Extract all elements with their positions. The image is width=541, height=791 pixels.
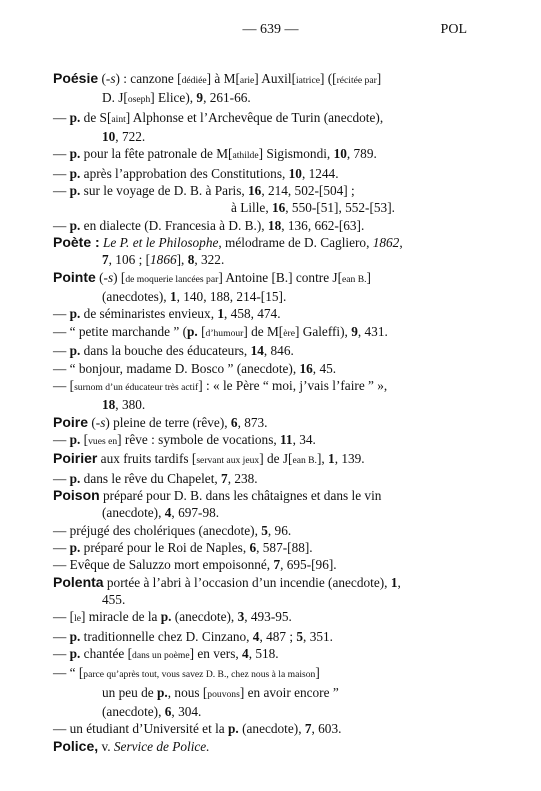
entry-text: 5 — [261, 522, 268, 538]
entry-text: 11 — [280, 431, 293, 447]
entry-text: 7 — [273, 557, 281, 573]
entry-text: 1 — [169, 289, 177, 305]
entry-text: 4 — [242, 646, 249, 661]
entry-text: ], — [176, 252, 188, 268]
entry-text: (anecdote), — [171, 609, 238, 625]
entry-line — [53, 628, 481, 645]
entry-text: chantée [ — [80, 646, 133, 661]
entry-text: — [ — [53, 609, 75, 625]
entry-text: , 106 ; [ — [108, 252, 151, 268]
entry-text: Service de Police. — [113, 738, 210, 754]
entry-text: , 139. — [334, 451, 365, 467]
entry-text: dédiée — [181, 75, 207, 86]
entry-text: en dialecte (D. Francesia à D. B.), — [80, 217, 268, 233]
entry-line — [53, 251, 481, 268]
entry-text: ] — [315, 665, 320, 681]
entry-text: — — [53, 343, 70, 359]
entry-text: , 603. — [311, 721, 342, 737]
entry-text: p. — [69, 431, 81, 447]
entry-text: ean B. — [292, 455, 317, 467]
entry-text: , 1244. — [301, 165, 339, 181]
entry-line — [53, 664, 481, 683]
entry-text: , 431. — [357, 323, 388, 339]
entry-text: 6 — [164, 704, 172, 720]
entry-text: , 789. — [346, 146, 377, 162]
entry-text: 8 — [187, 252, 195, 268]
entry-text: — — [53, 146, 70, 162]
entry-text: p. — [69, 165, 81, 181]
entry-text: ] en vers, — [189, 646, 243, 661]
entry-text: — — [53, 183, 70, 199]
entry-text: Le P. et le Philosophe — [103, 235, 219, 251]
entry-text: , 351. — [303, 628, 333, 644]
entry-line — [53, 89, 481, 108]
entry-text: athilde — [232, 150, 259, 162]
entry-text: 7 — [102, 252, 109, 268]
entry-line — [53, 234, 481, 251]
entry-text: s — [110, 71, 116, 86]
entry-text: — — [53, 431, 70, 447]
entry-text: servant aux jeux — [196, 455, 260, 467]
entry-text: 5 — [296, 628, 304, 644]
entry-text: ] — [376, 71, 382, 86]
entry-text: — — [53, 165, 70, 181]
entry-text: 3 — [237, 609, 245, 625]
entry-text: à Lille, — [231, 200, 272, 216]
entry-line — [53, 720, 481, 737]
entry-text: (- — [88, 414, 101, 430]
entry-text: surnom d’un éducateur très actif — [74, 381, 199, 393]
entry-line — [53, 539, 481, 556]
entry-text: ] à M[ — [206, 71, 240, 86]
entry-line — [53, 360, 481, 377]
entry-text: p. — [160, 609, 172, 625]
entry-text: ] Elice), — [150, 90, 197, 106]
entry-text: le — [74, 613, 81, 625]
entry-text: , 304. — [171, 704, 202, 720]
headword: Poésie — [53, 70, 99, 86]
entry-text: aint — [111, 113, 126, 125]
entry-line — [53, 591, 481, 608]
entry-text: (- — [98, 71, 111, 86]
entry-text: oseph — [127, 94, 151, 106]
entry-line — [53, 323, 481, 342]
entry-text: parce qu’après tout, vous savez D. B., chez nous à la maison — [83, 669, 316, 681]
entry-text: 7 — [304, 721, 312, 737]
entry-text: ] — [366, 269, 371, 285]
entry-line — [53, 431, 481, 450]
entry-text: (- — [95, 269, 108, 285]
entry-text: s — [100, 414, 106, 430]
entry-text: , — [399, 235, 403, 251]
entry-line — [53, 182, 481, 199]
entry-line — [53, 377, 481, 396]
entry-line — [53, 703, 481, 720]
entry-text: p. — [69, 470, 81, 486]
entry-text: d’humour — [205, 327, 244, 339]
entry-text: , mélodrame de D. Cagliero, — [218, 235, 373, 251]
entry-text: de séminaristes envieux, — [80, 306, 218, 322]
headword: Poire — [53, 413, 89, 430]
entry-text: 6 — [249, 539, 257, 555]
entry-text: 10 — [288, 165, 302, 181]
entry-text: vues en — [88, 435, 118, 447]
entry-text: un peu de — [102, 684, 158, 700]
entry-text: ] Alphonse et l’Archevêque de Turin (anecdote), — [125, 109, 384, 125]
entry-text: dans le rêve du Chapelet, — [80, 470, 222, 486]
running-head: POL — [440, 22, 467, 37]
entry-text: , 380. — [115, 397, 146, 413]
entry-text: p. — [157, 684, 168, 700]
entry-text: — — [53, 470, 70, 486]
entry-text: [ — [197, 323, 206, 339]
headword: Poison — [53, 486, 100, 503]
entry-text: ] Sigismondi, — [258, 146, 334, 162]
entry-text: 7 — [221, 470, 228, 486]
entry-line — [53, 269, 481, 288]
headword: Poirier — [53, 450, 98, 467]
entry-line — [53, 645, 481, 664]
entry-text: , 261-66. — [203, 90, 251, 106]
entry-text: 455. — [102, 591, 126, 607]
entry-line — [53, 128, 481, 145]
headword: Poète : — [53, 234, 100, 251]
entry-text: — préjugé des cholériques (anecdote), — [53, 522, 262, 538]
entry-line — [53, 145, 481, 164]
entry-line — [53, 504, 481, 521]
entry-text: dans la bouche des éducateurs, — [80, 343, 251, 359]
entry-text: ] en avoir encore ” — [239, 684, 339, 700]
entry-text: ] Galeffi), — [294, 323, 352, 339]
entry-text: p. — [69, 628, 81, 644]
entry-text: ] de M[ — [243, 323, 284, 339]
entry-text: p. — [69, 183, 81, 199]
entry-text: 16 — [271, 200, 286, 216]
entry-text: v. — [98, 738, 114, 754]
entry-text: , 140, 188, 214-[15]. — [176, 289, 287, 305]
entry-text: de S[ — [80, 109, 112, 125]
entry-text: , 214, 502-[504] ; — [261, 183, 355, 199]
entry-text: ] Auxil[ — [254, 71, 296, 86]
entry-text: — [ — [53, 377, 75, 393]
entry-text: , 722. — [115, 129, 146, 145]
entry-text: 1862 — [372, 235, 400, 251]
entry-line — [53, 738, 481, 755]
entry-text: 9 — [196, 90, 204, 106]
headword: Police, — [53, 737, 99, 754]
entry-text: ], — [316, 451, 329, 467]
entry-text: ] miracle de la — [81, 609, 161, 625]
entry-line — [53, 608, 481, 627]
entry-text: , 322. — [194, 252, 225, 268]
entry-text: , 458, 474. — [224, 306, 281, 322]
entry-line — [53, 556, 481, 573]
entry-text: 1 — [217, 306, 225, 322]
headword: Pointe — [53, 268, 96, 285]
entry-line — [53, 342, 481, 359]
entry-text: — un étudiant d’Université et la — [53, 721, 229, 737]
page-number: — 639 — — [242, 22, 299, 37]
entry-text: portée à l’abri à l’occasion d’un incendie (anecdote), — [103, 574, 391, 590]
entry-text: , 136, 662-[63]. — [281, 217, 365, 233]
entry-text: après l’approbation des Constitutions, — [80, 165, 289, 181]
entry-text: — — [53, 539, 70, 555]
index-entries — [53, 70, 481, 755]
entry-text: 16 — [299, 360, 313, 376]
entry-text: 4 — [164, 505, 172, 521]
entry-text: (anecdote), — [102, 505, 165, 521]
entry-text: ] : « le Père “ moi, j’vais l’faire ” », — [198, 377, 388, 393]
entry-text: traditionnelle chez D. Cinzano, — [80, 628, 253, 644]
entry-text: ] Antoine [B.] contre J[ — [218, 269, 343, 285]
entry-text: — — [53, 628, 70, 644]
entry-text: ean B. — [342, 273, 367, 285]
entry-text: iatrice — [296, 75, 320, 86]
entry-text: — — [53, 109, 70, 125]
entry-line — [53, 470, 481, 487]
entry-text: (anecdotes), — [102, 289, 170, 305]
entry-text: 1 — [328, 451, 335, 467]
entry-text: sur le voyage de D. B. à Paris, — [80, 183, 249, 199]
entry-text: ) : canzone [ — [115, 71, 182, 86]
entry-line — [53, 574, 481, 591]
entry-text: 1866 — [150, 252, 177, 268]
entry-line — [53, 109, 481, 128]
entry-text: 4 — [252, 628, 260, 644]
entry-text: p. — [228, 721, 239, 737]
entry-text: ] de J[ — [259, 451, 293, 467]
entry-text: p. — [69, 343, 81, 359]
entry-text: , 487 ; — [259, 628, 297, 644]
entry-text: p. — [187, 323, 198, 339]
entry-text: , 96. — [267, 522, 292, 538]
entry-text: 10 — [102, 129, 116, 145]
entry-text: p. — [69, 539, 81, 555]
entry-text: , 518. — [248, 646, 279, 661]
entry-text: ) pleine de terre (rêve), — [105, 414, 231, 430]
entry-text: p. — [69, 146, 81, 162]
entry-text: 10 — [333, 146, 347, 162]
entry-text: 1 — [390, 574, 398, 590]
entry-text: , 45. — [312, 360, 337, 376]
entry-text: arie — [239, 75, 255, 86]
entry-text: — — [53, 646, 70, 661]
entry-text: 6 — [230, 414, 238, 430]
entry-text: 16 — [248, 183, 262, 199]
entry-line — [53, 414, 481, 431]
entry-text: ère — [283, 327, 295, 339]
entry-text: — “ bonjour, madame D. Bosco ” (anecdote), — [53, 360, 300, 376]
entry-text: préparé pour D. B. dans les châtaignes et dans le vin — [99, 487, 382, 503]
entry-line — [53, 522, 481, 539]
entry-text: 18 — [102, 397, 116, 413]
page-header — [0, 22, 541, 42]
entry-text: récitée par — [336, 75, 377, 86]
entry-text: , 695-[96]. — [280, 557, 337, 573]
entry-text: , — [397, 574, 401, 590]
entry-text: ] ([ — [319, 71, 337, 86]
entry-text: — “ [ — [53, 665, 84, 681]
entry-line — [53, 450, 481, 469]
entry-line — [53, 487, 481, 504]
entry-text: ) [ — [113, 269, 126, 285]
entry-line — [53, 217, 481, 234]
entry-text: — — [53, 217, 70, 233]
entry-text: [ — [80, 431, 89, 447]
entry-text: 18 — [267, 217, 282, 233]
entry-text: p. — [69, 217, 81, 233]
entry-text: , 493-95. — [244, 609, 292, 625]
entry-text: , nous [ — [167, 684, 208, 700]
entry-line — [53, 70, 481, 89]
entry-text: p. — [69, 109, 81, 125]
entry-text: — “ petite marchande ” ( — [53, 323, 188, 339]
entry-text: D. J[ — [102, 90, 128, 106]
entry-line — [53, 199, 481, 216]
entry-line — [53, 396, 481, 413]
entry-text: pour la fête patronale de M[ — [80, 146, 233, 162]
entry-text: (anecdote), — [238, 721, 305, 737]
entry-text: aux fruits tardifs [ — [97, 451, 197, 467]
headword: Polenta — [53, 573, 104, 590]
entry-text: p. — [69, 306, 81, 322]
entry-text: — Evêque de Saluzzo mort empoisonné, — [53, 557, 274, 573]
entry-text: , 550-[51], 552-[53]. — [285, 200, 395, 216]
entry-text: (anecdote), — [102, 704, 165, 720]
entry-text: dans un poème — [132, 650, 190, 661]
entry-line — [53, 305, 481, 322]
entry-text: préparé pour le Roi de Naples, — [80, 539, 250, 555]
entry-text: , 34. — [292, 431, 316, 447]
entry-text: , 238. — [227, 470, 258, 486]
entry-text: ] rêve : symbole de vocations, — [117, 431, 281, 447]
entry-text: 9 — [351, 323, 358, 339]
entry-text: 14 — [250, 343, 264, 359]
entry-text: , 846. — [263, 343, 294, 359]
entry-text: — — [53, 306, 70, 322]
entry-text: , 697-98. — [171, 505, 220, 521]
entry-text: p. — [69, 646, 81, 661]
entry-line — [53, 288, 481, 305]
entry-line — [53, 165, 481, 182]
entry-line — [53, 684, 481, 703]
entry-text: de moquerie lancées par — [125, 273, 219, 285]
entry-text: pouvons — [207, 688, 240, 700]
entry-text: , 587-[88]. — [256, 539, 313, 555]
entry-text: , 873. — [237, 414, 268, 430]
entry-text: s — [107, 269, 114, 285]
